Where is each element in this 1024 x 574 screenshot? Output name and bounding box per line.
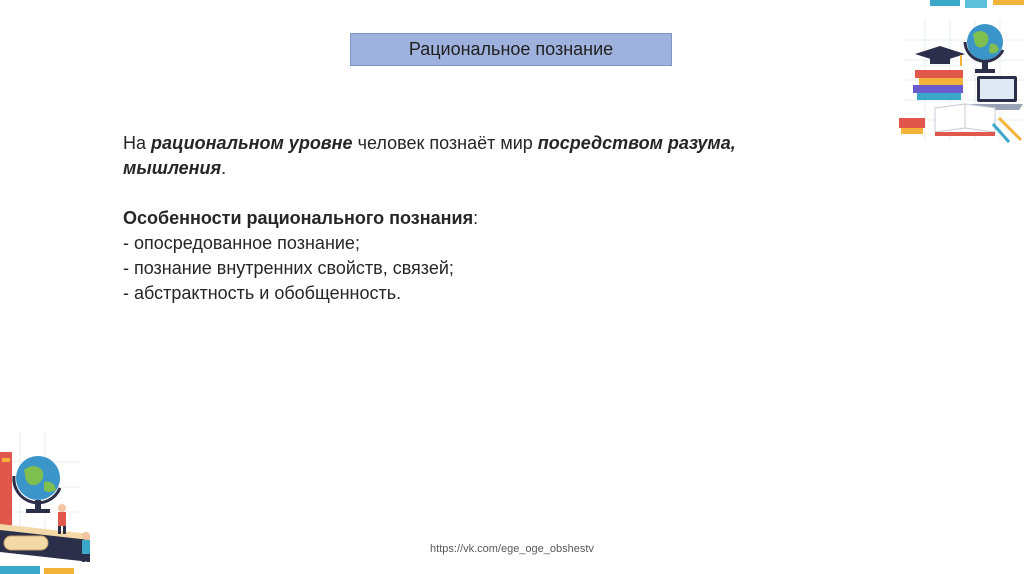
features-heading-line: [123, 206, 803, 231]
footer-link[interactable]: https://vk.com/ege_oge_obshestv: [430, 543, 594, 555]
slide-title-text: Рациональное познание: [408, 39, 614, 59]
feature-item-1: - опосредованное познание;: [123, 233, 360, 253]
intro-text-2: человек познаёт мир: [352, 133, 538, 153]
slide-title: [350, 33, 672, 66]
slide-body: [123, 131, 803, 306]
features-heading-colon: :: [473, 208, 479, 228]
intro-text-1: На: [123, 133, 152, 153]
books-globe-laptop-illustration: [895, 0, 1024, 150]
feature-item-3: - абстрактность и обобщенность.: [123, 283, 402, 303]
intro-paragraph: [123, 131, 803, 181]
intro-emphasis-2: посредством разума, мышления: [123, 133, 736, 178]
globe-books-people-illustration: [0, 432, 100, 574]
features-heading: Особенности рационального познания: [123, 208, 474, 228]
intro-text-3: .: [221, 158, 227, 178]
intro-emphasis-1: рациональном уровне: [151, 133, 353, 153]
paragraph-gap: [123, 181, 803, 206]
feature-item-2: - познание внутренних свойств, связей;: [123, 258, 454, 278]
